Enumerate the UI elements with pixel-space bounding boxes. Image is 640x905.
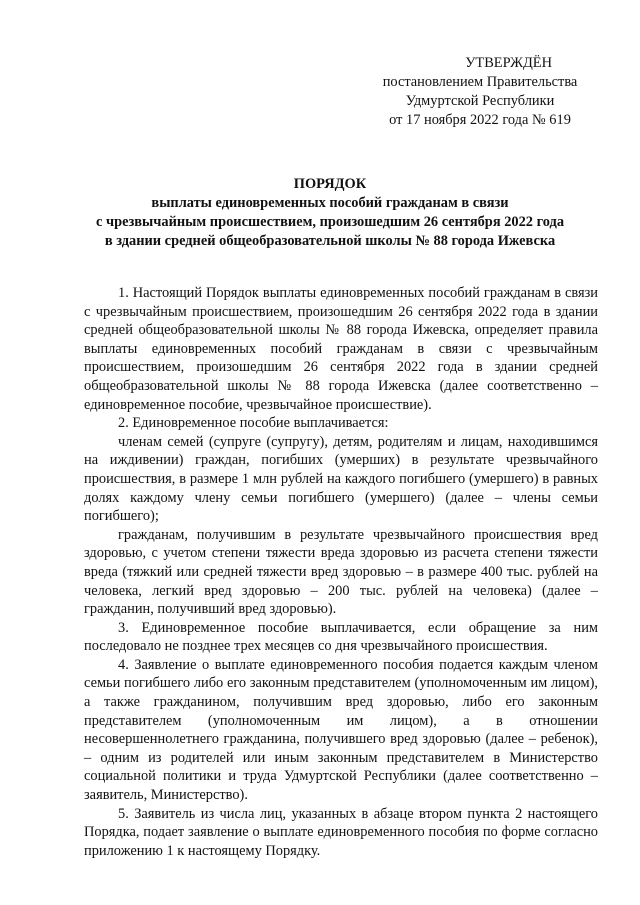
title-main: ПОРЯДОК — [293, 176, 367, 192]
paragraph-3: 3. Единовременное пособие выплачивается, если обращение за ним последовало не позднее трех месяцев со дня чрезвычайного происшествия. — [84, 619, 598, 655]
approval-line-1: постановлением Правительства — [382, 74, 578, 90]
title-line-3: в здании средней общеобразовательной школы № 88 города Ижевска — [104, 233, 556, 249]
paragraph-2-item-2: гражданам, получившим в результате чрезвычайного происшествия вред здоровью, с учетом степени тяжести вреда здоровью из расчета степени тяжести вреда (тяжкий или средней тяжести вред здоровью – в размере 400 тыс. рублей на человека, легкий вред здоровью – 200 тыс. рублей на человека) (далее – гражданин, получивший вред здоровью). — [84, 526, 598, 618]
title-line-1: выплаты единовременных пособий гражданам в связи — [151, 195, 509, 211]
approval-stamp — [370, 54, 590, 130]
document-body — [84, 284, 598, 860]
paragraph-2: 2. Единовременное пособие выплачивается: — [118, 415, 389, 432]
paragraph-2-item-1: членам семей (супруге (супругу), детям, родителям и лицам, находившимся на иждивении) граждан, погибших (умерших) в результате чрезвычайного происшествия, в размере 1 млн рублей на каждого погибшего (умершего) в равных долях каждому члену семьи погибшего (умершего) (далее – члены семьи погибшего); — [84, 433, 598, 525]
paragraph-1: 1. Настоящий Порядок выплаты единовременных пособий гражданам в связи с чрезвычайным происшествием, произошедшим 26 сентября 2022 года в здании средней общеобразовательной школы № 88 города Ижевска, определяет правила выплаты единовременных пособий гражданам в связи с чрезвычайным происшествием, произошедшим 26 сентября 2022 года в здании средней общеобразовательной школы № 88 города Ижевска (далее соответственно – единовременное пособие, чрезвычайное происшествие). — [84, 285, 598, 413]
document-title — [70, 175, 590, 251]
approval-line-2: Удмуртской Республики — [405, 93, 555, 109]
paragraph-4: 4. Заявление о выплате единовременного пособия подается каждым членом семьи погибшего либо его законным представителем (уполномоченным им лицом), а также гражданином, получившим вред здоровью, либо его законным представителем (уполномоченным им лицом), а в отношении несовершеннолетнего гражданина, получившего вред здоровью (далее – ребенок), – одним из родителей или иным законным представителем в Министерство социальной политики и труда Удмуртской Республики (далее соответственно – заявитель, Министерство). — [84, 656, 598, 804]
title-line-2: с чрезвычайным происшествием, произошедшим 26 сентября 2022 года — [95, 214, 565, 230]
paragraph-5: 5. Заявитель из числа лиц, указанных в абзаце втором пункта 2 настоящего Порядка, подает заявление о выплате единовременного пособия по форме согласно приложению 1 к настоящему Порядку. — [84, 805, 598, 859]
approval-line-3: от 17 ноября 2022 года № 619 — [389, 112, 571, 128]
approval-heading: УТВЕРЖДЁН — [465, 55, 552, 71]
